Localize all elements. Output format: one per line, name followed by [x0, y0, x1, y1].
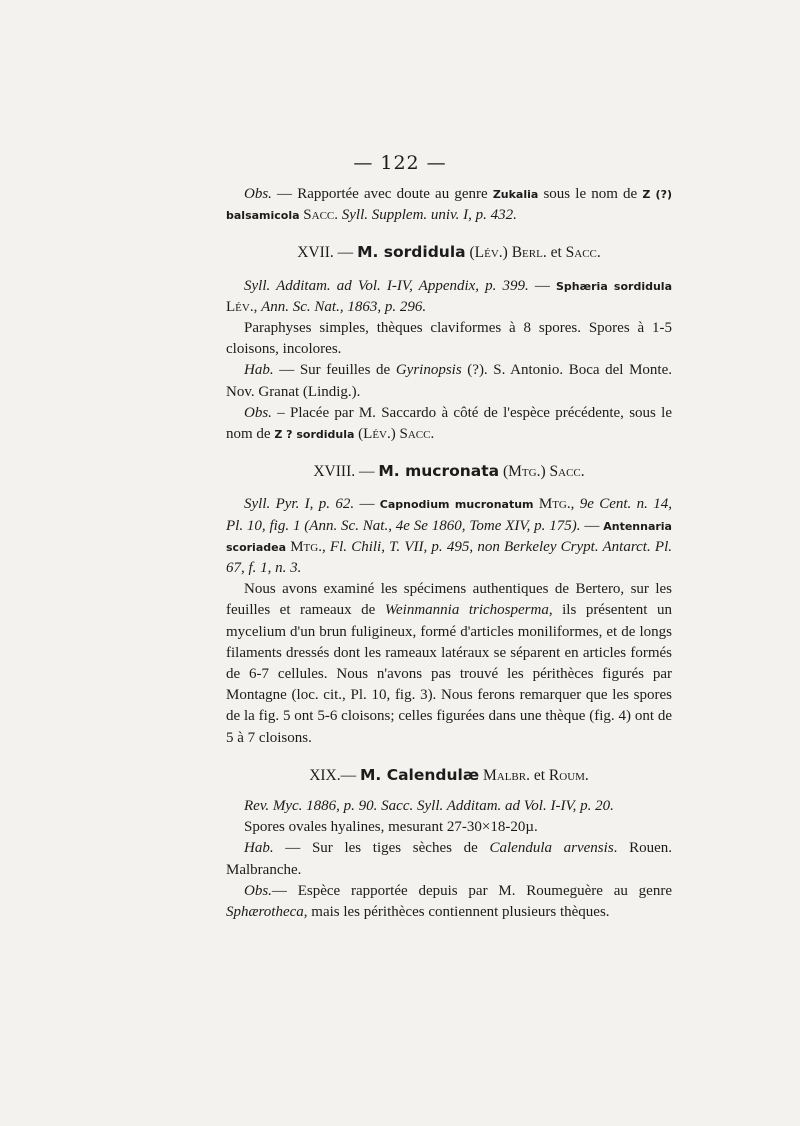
species-title: M. Calendulæ [360, 765, 480, 784]
species-title: M. sordidula [357, 243, 466, 262]
author: Sacc. [303, 207, 339, 224]
observation-xix: Obs.— Espèce rapportée depuis par M. Roumeguère au genre Sphærotheca, mais les périthèces contiennent plusieurs thèques. [226, 882, 672, 921]
description-xvii: Paraphyses simples, thèques claviformes à 8 spores. Spores à 1-5 cloisons, incolores. [226, 320, 672, 358]
habitat-xix: Hab. — Sur les tiges sèches de Calendula arvensis. Rouen. Malbranche. [226, 840, 672, 878]
species-name: Z (?) balsamicola [226, 188, 672, 223]
section-heading-xviii: XVIII. — M. mucronata (Mtg.) Sacc. [313, 462, 585, 481]
section-heading-xix: XIX.— M. Calendulæ Malbr. et Roum. [309, 765, 589, 784]
page-number: — 122 — [353, 152, 447, 174]
habitat-xvii: Hab. — Sur feuilles de Gyrinopsis (?). S. Antonio. Boca del Monte. Nov. Granat (Lindig.). [226, 362, 673, 400]
synonymy-xvii: Syll. Additam. ad Vol. I-IV, Appendix, p. 399. — Sphæria sordidula Lév., Ann. Sc. Nat., 1863, p. 296. [226, 277, 672, 315]
description-xviii: Nous avons examiné les spécimens authentiques de Bertero, sur les feuilles et rameaux de Weinmannia trichosperma, ils présentent un mycelium d'un brun fuligineux, formé d'articles moniliformes, et de longs filaments dressés dont les rameaux latéraux se séparent en articles formés de 6-7 cellules. Nous n'avons pas trouvé les périthèces figurés par Montagne (loc. cit., Pl. 10, fig. 3). Nous ferons remarquer que les spores de la fig. 5 ont 5-6 cloisons; celles figurées dans une thèque (fig. 4) ont de 5 à 7 cloisons. [226, 581, 672, 746]
species-title: M. mucronata [378, 462, 500, 481]
synonym-name: Sphæria sordidula [555, 279, 672, 293]
reference-xix: Rev. Myc. 1886, p. 90. Sacc. Syll. Additam. ad Vol. I-IV, p. 20. [244, 798, 614, 815]
synonymy-xviii: Syll. Pyr. I, p. 62. — Capnodium mucronatum Mtg., 9e Cent. n. 14, Pl. 10, fig. 1 (Ann. Sc. Nat., 4e Se 1860, Tome XIV, p. 175). — Antennaria scoriadea Mtg., Fl. Chili, T. VII, p. 495, non Berkeley Crypt. Antarct. Pl. 67, f. 1, n. 3. [226, 496, 672, 577]
genus-name: Zukalia [492, 188, 539, 201]
obs-label: Obs. [244, 186, 272, 202]
page-body [226, 184, 672, 923]
obs-zukalia-paragraph: Obs. — Rapportée avec doute au genre Zukalia sous le nom de Z (?) balsamicola Sacc. Syll. Supplem. univ. I, p. 432. [226, 186, 672, 224]
description-xix: Spores ovales hyalines, mesurant 27-30×18-20µ. [244, 819, 538, 836]
section-heading-xvii: XVII. — M. sordidula (Lév.) Berl. et Sacc. [297, 243, 601, 262]
reference: Syll. Supplem. univ. I, p. 432. [341, 207, 517, 224]
observation-xvii: Obs. – Placée par M. Saccardo à côté de l'espèce précédente, sous le nom de Z ? sordidula (Lév.) Sacc. [226, 404, 672, 443]
